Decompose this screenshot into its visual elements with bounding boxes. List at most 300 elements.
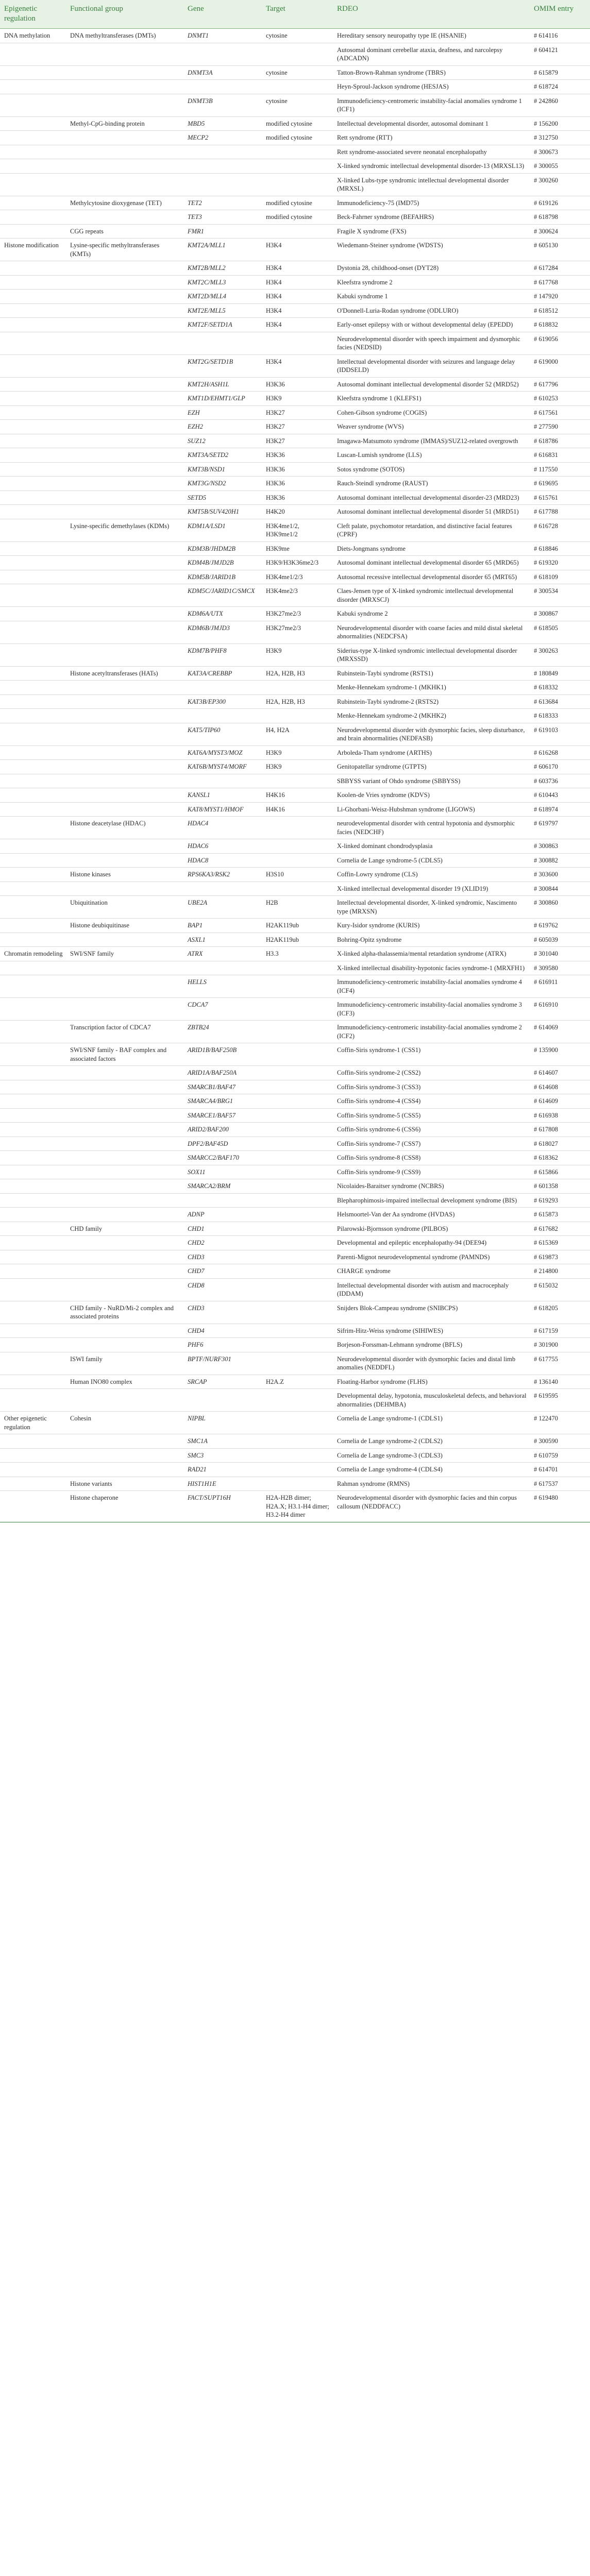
- cell-rdeo: Imagawa-Matsumoto syndrome (IMMAS)/SUZ12-related overgrowth: [333, 434, 530, 448]
- cell-rdeo: Dystonia 28, childhood-onset (DYT28): [333, 261, 530, 276]
- cell-target: H2B: [262, 896, 333, 919]
- table-row: [0, 490, 590, 505]
- cell-gene: KDM4B/JMJD2B: [183, 556, 262, 570]
- header-functional-group: Functional group: [66, 0, 183, 29]
- cell-gene: KMT2E/MLL5: [183, 303, 262, 318]
- cell-functional-group: [66, 1123, 183, 1137]
- cell-epigenetic-regulation: [0, 261, 66, 276]
- table-row: [0, 1236, 590, 1250]
- table-row: [0, 774, 590, 788]
- table-row: [0, 173, 590, 196]
- cell-epigenetic-regulation: [0, 65, 66, 80]
- header-gene: Gene: [183, 0, 262, 29]
- cell-gene: HDAC6: [183, 839, 262, 854]
- cell-rdeo: Cornelia de Lange syndrome-5 (CDLS5): [333, 853, 530, 868]
- cell-functional-group: [66, 1278, 183, 1301]
- cell-omim-entry: # 617537: [530, 1477, 590, 1491]
- cell-rdeo: Coffin-Siris syndrome-1 (CSS1): [333, 1043, 530, 1066]
- cell-gene: ARID1B/BAF250B: [183, 1043, 262, 1066]
- cell-target: H3K27: [262, 434, 333, 448]
- cell-target: [262, 839, 333, 854]
- cell-rdeo: Coffin-Siris syndrome-6 (CSS6): [333, 1123, 530, 1137]
- cell-rdeo: Immunodeficiency-centromeric instability-facial anomalies syndrome 4 (ICF4): [333, 975, 530, 998]
- cell-rdeo: Coffin-Siris syndrome-7 (CSS7): [333, 1137, 530, 1151]
- table-row: [0, 1324, 590, 1338]
- cell-gene: KAT6A/MYST3/MOZ: [183, 745, 262, 760]
- cell-functional-group: [66, 261, 183, 276]
- cell-rdeo: Intellectual developmental disorder, autosomal dominant 1: [333, 116, 530, 131]
- cell-functional-group: [66, 490, 183, 505]
- table-row: [0, 1094, 590, 1109]
- cell-gene: KMT2B/MLL2: [183, 261, 262, 276]
- table-row: [0, 933, 590, 947]
- table-row: [0, 817, 590, 839]
- cell-gene: [183, 145, 262, 159]
- cell-functional-group: Lysine-specific methyltransferases (KMTs): [66, 239, 183, 261]
- cell-functional-group: [66, 760, 183, 774]
- cell-rdeo: O'Donnell-Luria-Rodan syndrome (ODLURO): [333, 303, 530, 318]
- cell-functional-group: [66, 788, 183, 803]
- cell-functional-group: [66, 210, 183, 225]
- cell-functional-group: [66, 477, 183, 491]
- table-row: [0, 145, 590, 159]
- cell-functional-group: [66, 290, 183, 304]
- cell-epigenetic-regulation: [0, 961, 66, 975]
- cell-gene: EZH2: [183, 420, 262, 434]
- cell-rdeo: Bohring-Opitz syndrome: [333, 933, 530, 947]
- cell-epigenetic-regulation: [0, 1208, 66, 1222]
- cell-epigenetic-regulation: [0, 1123, 66, 1137]
- cell-target: [262, 1222, 333, 1236]
- cell-functional-group: [66, 1250, 183, 1264]
- cell-epigenetic-regulation: [0, 1352, 66, 1375]
- table-row: [0, 1043, 590, 1066]
- cell-gene: SUZ12: [183, 434, 262, 448]
- cell-functional-group: [66, 1324, 183, 1338]
- cell-omim-entry: # 613684: [530, 694, 590, 709]
- cell-epigenetic-regulation: [0, 745, 66, 760]
- cell-gene: SMARCC2/BAF170: [183, 1151, 262, 1165]
- cell-epigenetic-regulation: [0, 694, 66, 709]
- cell-functional-group: [66, 621, 183, 643]
- cell-epigenetic-regulation: [0, 556, 66, 570]
- cell-omim-entry: # 300860: [530, 896, 590, 919]
- cell-omim-entry: # 180849: [530, 666, 590, 681]
- cell-functional-group: [66, 1066, 183, 1080]
- cell-epigenetic-regulation: [0, 145, 66, 159]
- cell-functional-group: CHD family - NuRD/Mi-2 complex and associated proteins: [66, 1301, 183, 1324]
- table-row: [0, 1151, 590, 1165]
- cell-rdeo: Fragile X syndrome (FXS): [333, 224, 530, 239]
- table-row: [0, 947, 590, 961]
- cell-epigenetic-regulation: [0, 377, 66, 392]
- table-row: [0, 519, 590, 541]
- table-row: [0, 29, 590, 43]
- cell-gene: RAD21: [183, 1463, 262, 1477]
- cell-functional-group: [66, 65, 183, 80]
- cell-omim-entry: # 619056: [530, 332, 590, 354]
- cell-functional-group: [66, 1151, 183, 1165]
- cell-rdeo: Diets-Jongmans syndrome: [333, 541, 530, 556]
- cell-gene: HIST1H1E: [183, 1477, 262, 1491]
- cell-gene: CHD2: [183, 1236, 262, 1250]
- cell-functional-group: [66, 303, 183, 318]
- table-row: [0, 694, 590, 709]
- cell-functional-group: [66, 933, 183, 947]
- table-row: [0, 882, 590, 896]
- cell-epigenetic-regulation: [0, 1389, 66, 1412]
- cell-target: H4K16: [262, 788, 333, 803]
- header-omim-entry: OMIM entry: [530, 0, 590, 29]
- cell-epigenetic-regulation: [0, 1338, 66, 1352]
- cell-rdeo: Snijders Blok-Campeau syndrome (SNIBCPS): [333, 1301, 530, 1324]
- table-row: [0, 681, 590, 695]
- table-row: [0, 1080, 590, 1094]
- cell-target: [262, 1151, 333, 1165]
- cell-rdeo: Rauch-Steindl syndrome (RAUST): [333, 477, 530, 491]
- table-row: [0, 709, 590, 723]
- cell-epigenetic-regulation: [0, 290, 66, 304]
- cell-target: [262, 1179, 333, 1194]
- cell-target: [262, 1338, 333, 1352]
- cell-functional-group: [66, 43, 183, 65]
- cell-target: H3K36: [262, 462, 333, 477]
- cell-target: [262, 1250, 333, 1264]
- cell-omim-entry: # 619480: [530, 1491, 590, 1522]
- cell-epigenetic-regulation: [0, 1193, 66, 1208]
- cell-gene: [183, 332, 262, 354]
- cell-epigenetic-regulation: [0, 448, 66, 463]
- cell-gene: CHD4: [183, 1324, 262, 1338]
- cell-rdeo: Sotos syndrome (SOTOS): [333, 462, 530, 477]
- cell-epigenetic-regulation: [0, 1151, 66, 1165]
- table-row: [0, 919, 590, 933]
- cell-functional-group: [66, 570, 183, 584]
- cell-omim-entry: # 614116: [530, 29, 590, 43]
- cell-epigenetic-regulation: [0, 1477, 66, 1491]
- cell-gene: SETD5: [183, 490, 262, 505]
- cell-target: [262, 1208, 333, 1222]
- table-row: [0, 505, 590, 519]
- table-row: [0, 239, 590, 261]
- table-row: [0, 448, 590, 463]
- cell-gene: TET3: [183, 210, 262, 225]
- cell-functional-group: Methyl-CpG-binding protein: [66, 116, 183, 131]
- cell-gene: KDM1A/LSD1: [183, 519, 262, 541]
- cell-gene: KAT5/TIP60: [183, 723, 262, 745]
- cell-omim-entry: # 617755: [530, 1352, 590, 1375]
- cell-omim-entry: # 616910: [530, 998, 590, 1021]
- cell-epigenetic-regulation: [0, 760, 66, 774]
- cell-functional-group: [66, 709, 183, 723]
- cell-epigenetic-regulation: [0, 1021, 66, 1043]
- table-row: [0, 853, 590, 868]
- cell-omim-entry: # 618846: [530, 541, 590, 556]
- cell-gene: HDAC4: [183, 817, 262, 839]
- table-row: [0, 405, 590, 420]
- cell-target: [262, 1123, 333, 1137]
- cell-epigenetic-regulation: [0, 332, 66, 354]
- cell-gene: [183, 774, 262, 788]
- table-row: [0, 196, 590, 210]
- cell-gene: SMC1A: [183, 1434, 262, 1449]
- cell-epigenetic-regulation: [0, 80, 66, 94]
- table-row: [0, 1066, 590, 1080]
- cell-rdeo: Autosomal dominant intellectual developmental disorder 51 (MRD51): [333, 505, 530, 519]
- table-row: [0, 1491, 590, 1522]
- cell-omim-entry: # 619762: [530, 919, 590, 933]
- table-row: [0, 290, 590, 304]
- table-row: [0, 80, 590, 94]
- cell-functional-group: [66, 1108, 183, 1123]
- table-row: [0, 1264, 590, 1279]
- table-row: [0, 556, 590, 570]
- cell-target: [262, 1389, 333, 1412]
- cell-target: [262, 43, 333, 65]
- cell-epigenetic-regulation: [0, 1448, 66, 1463]
- cell-target: [262, 159, 333, 174]
- cell-omim-entry: # 618505: [530, 621, 590, 643]
- cell-gene: HDAC8: [183, 853, 262, 868]
- cell-gene: FMR1: [183, 224, 262, 239]
- cell-epigenetic-regulation: [0, 318, 66, 332]
- cell-gene: SMARCA2/BRM: [183, 1179, 262, 1194]
- table-row: [0, 1338, 590, 1352]
- cell-target: H3K4me1/2/3: [262, 570, 333, 584]
- cell-epigenetic-regulation: [0, 303, 66, 318]
- cell-functional-group: [66, 1137, 183, 1151]
- cell-epigenetic-regulation: [0, 224, 66, 239]
- cell-rdeo: Koolen-de Vries syndrome (KDVS): [333, 788, 530, 803]
- cell-rdeo: Sifrim-Hitz-Weiss syndrome (SIHIWES): [333, 1324, 530, 1338]
- cell-rdeo: Immunodeficiency-75 (IMD75): [333, 196, 530, 210]
- cell-rdeo: Parenti-Mignot neurodevelopmental syndrome (PAMNDS): [333, 1250, 530, 1264]
- cell-omim-entry: # 619103: [530, 723, 590, 745]
- cell-rdeo: Coffin-Siris syndrome-9 (CSS9): [333, 1165, 530, 1179]
- cell-functional-group: [66, 774, 183, 788]
- cell-gene: UBE2A: [183, 896, 262, 919]
- cell-epigenetic-regulation: [0, 1264, 66, 1279]
- cell-functional-group: [66, 318, 183, 332]
- cell-omim-entry: # 617682: [530, 1222, 590, 1236]
- cell-omim-entry: # 242860: [530, 94, 590, 116]
- cell-target: [262, 1352, 333, 1375]
- cell-target: H3K27: [262, 405, 333, 420]
- cell-functional-group: Histone kinases: [66, 868, 183, 882]
- cell-rdeo: Coffin-Siris syndrome-5 (CSS5): [333, 1108, 530, 1123]
- table-row: [0, 1108, 590, 1123]
- table-row: [0, 1137, 590, 1151]
- cell-functional-group: Cohesin: [66, 1412, 183, 1434]
- cell-omim-entry: # 616831: [530, 448, 590, 463]
- cell-target: [262, 1477, 333, 1491]
- cell-epigenetic-regulation: [0, 1250, 66, 1264]
- cell-omim-entry: # 610253: [530, 392, 590, 406]
- cell-target: [262, 1434, 333, 1449]
- table-row: [0, 1278, 590, 1301]
- cell-target: H3K9: [262, 392, 333, 406]
- cell-gene: PHF6: [183, 1338, 262, 1352]
- cell-gene: MECP2: [183, 131, 262, 145]
- cell-omim-entry: # 616911: [530, 975, 590, 998]
- cell-rdeo: Kury-Isidor syndrome (KURIS): [333, 919, 530, 933]
- cell-omim-entry: # 619873: [530, 1250, 590, 1264]
- table-row: [0, 839, 590, 854]
- cell-gene: KMT3A/SETD2: [183, 448, 262, 463]
- cell-functional-group: [66, 1094, 183, 1109]
- table-row: [0, 723, 590, 745]
- cell-target: H2A, H2B, H3: [262, 694, 333, 709]
- cell-rdeo: Neurodevelopmental disorder with dysmorphic facies and distal limb anomalies (NEDDFL): [333, 1352, 530, 1375]
- cell-rdeo: Autosomal dominant cerebellar ataxia, deafness, and narcolepsy (ADCADN): [333, 43, 530, 65]
- cell-omim-entry: # 301900: [530, 1338, 590, 1352]
- table-row: [0, 1434, 590, 1449]
- cell-target: [262, 1165, 333, 1179]
- header-epigenetic-regulation: Epigenetic regulation: [0, 0, 66, 29]
- cell-functional-group: [66, 694, 183, 709]
- table-row: [0, 896, 590, 919]
- cell-functional-group: [66, 354, 183, 377]
- cell-gene: FACT/SUPT16H: [183, 1491, 262, 1522]
- cell-rdeo: Tatton-Brown-Rahman syndrome (TBRS): [333, 65, 530, 80]
- cell-omim-entry: # 618332: [530, 681, 590, 695]
- cell-epigenetic-regulation: [0, 354, 66, 377]
- cell-rdeo: Kabuki syndrome 2: [333, 607, 530, 621]
- cell-functional-group: [66, 975, 183, 998]
- cell-epigenetic-regulation: [0, 131, 66, 145]
- cell-functional-group: [66, 145, 183, 159]
- cell-rdeo: Genitopatellar syndrome (GTPTS): [333, 760, 530, 774]
- cell-omim-entry: # 618362: [530, 1151, 590, 1165]
- cell-omim-entry: # 615369: [530, 1236, 590, 1250]
- cell-rdeo: Cornelia de Lange syndrome-2 (CDLS2): [333, 1434, 530, 1449]
- cell-target: [262, 882, 333, 896]
- cell-target: H4K16: [262, 802, 333, 817]
- cell-target: [262, 1137, 333, 1151]
- cell-target: [262, 817, 333, 839]
- cell-omim-entry: # 619797: [530, 817, 590, 839]
- cell-omim-entry: # 300624: [530, 224, 590, 239]
- cell-omim-entry: # 618786: [530, 434, 590, 448]
- cell-functional-group: [66, 332, 183, 354]
- cell-rdeo: X-linked Lubs-type syndromic intellectual developmental disorder (MRXSL): [333, 173, 530, 196]
- cell-rdeo: Cornelia de Lange syndrome-1 (CDLS1): [333, 1412, 530, 1434]
- cell-rdeo: Coffin-Siris syndrome-3 (CSS3): [333, 1080, 530, 1094]
- cell-epigenetic-regulation: [0, 405, 66, 420]
- cell-target: H3K27: [262, 420, 333, 434]
- cell-omim-entry: # 618724: [530, 80, 590, 94]
- cell-gene: MBD5: [183, 116, 262, 131]
- cell-target: [262, 853, 333, 868]
- cell-functional-group: [66, 131, 183, 145]
- table-row: [0, 802, 590, 817]
- cell-epigenetic-regulation: [0, 723, 66, 745]
- cell-rdeo: Neurodevelopmental disorder with speech impairment and dysmorphic facies (NEDSID): [333, 332, 530, 354]
- cell-target: [262, 1463, 333, 1477]
- cell-gene: ATRX: [183, 947, 262, 961]
- cell-gene: [183, 173, 262, 196]
- cell-rdeo: Pilarowski-Bjornsson syndrome (PILBOS): [333, 1222, 530, 1236]
- cell-rdeo: Neurodevelopmental disorder with dysmorphic facies, sleep disturbance, and brain abnormalities (NEDFASB): [333, 723, 530, 745]
- cell-target: [262, 173, 333, 196]
- table-row: [0, 332, 590, 354]
- table-row: [0, 1477, 590, 1491]
- cell-rdeo: CHARGE syndrome: [333, 1264, 530, 1279]
- table-row: [0, 1250, 590, 1264]
- cell-target: [262, 1264, 333, 1279]
- cell-target: H3K4: [262, 239, 333, 261]
- cell-target: H3.3: [262, 947, 333, 961]
- cell-functional-group: Ubiquitination: [66, 896, 183, 919]
- cell-omim-entry: # 619320: [530, 556, 590, 570]
- cell-rdeo: Immunodeficiency-centromeric instability-facial anomalies syndrome 3 (ICF3): [333, 998, 530, 1021]
- cell-functional-group: [66, 1463, 183, 1477]
- cell-functional-group: [66, 1193, 183, 1208]
- cell-functional-group: CGG repeats: [66, 224, 183, 239]
- table-row: [0, 961, 590, 975]
- table-row: [0, 65, 590, 80]
- cell-target: [262, 1412, 333, 1434]
- cell-target: H3K27me2/3: [262, 621, 333, 643]
- cell-target: H3K4: [262, 318, 333, 332]
- cell-epigenetic-regulation: [0, 477, 66, 491]
- cell-epigenetic-regulation: [0, 882, 66, 896]
- cell-functional-group: [66, 1179, 183, 1194]
- cell-gene: KMT5B/SUV420H1: [183, 505, 262, 519]
- cell-epigenetic-regulation: [0, 607, 66, 621]
- cell-epigenetic-regulation: [0, 681, 66, 695]
- table-row: [0, 1021, 590, 1043]
- cell-target: [262, 145, 333, 159]
- cell-epigenetic-regulation: [0, 159, 66, 174]
- cell-omim-entry: # 300260: [530, 173, 590, 196]
- cell-functional-group: [66, 462, 183, 477]
- cell-omim-entry: # 618798: [530, 210, 590, 225]
- cell-omim-entry: # 617796: [530, 377, 590, 392]
- cell-gene: KDM6B/JMJD3: [183, 621, 262, 643]
- cell-functional-group: DNA methyltransferases (DMTs): [66, 29, 183, 43]
- cell-rdeo: Coffin-Siris syndrome-4 (CSS4): [333, 1094, 530, 1109]
- cell-omim-entry: # 605130: [530, 239, 590, 261]
- table-row: [0, 94, 590, 116]
- cell-functional-group: [66, 420, 183, 434]
- cell-epigenetic-regulation: [0, 1165, 66, 1179]
- cell-omim-entry: # 614069: [530, 1021, 590, 1043]
- cell-target: H3S10: [262, 868, 333, 882]
- cell-gene: SMC3: [183, 1448, 262, 1463]
- cell-target: H3K36: [262, 448, 333, 463]
- cell-gene: KMT2A/MLL1: [183, 239, 262, 261]
- cell-target: [262, 1080, 333, 1094]
- table-row: [0, 159, 590, 174]
- cell-omim-entry: # 312750: [530, 131, 590, 145]
- cell-rdeo: Wiedemann-Steiner syndrome (WDSTS): [333, 239, 530, 261]
- cell-gene: RPS6KA3/RSK2: [183, 868, 262, 882]
- cell-rdeo: Rubinstein-Taybi syndrome-2 (RSTS2): [333, 694, 530, 709]
- cell-functional-group: [66, 377, 183, 392]
- table-row: [0, 621, 590, 643]
- table-row: [0, 224, 590, 239]
- table-row: [0, 43, 590, 65]
- cell-epigenetic-regulation: [0, 94, 66, 116]
- cell-functional-group: [66, 1236, 183, 1250]
- cell-gene: DNMT3A: [183, 65, 262, 80]
- cell-omim-entry: # 300534: [530, 584, 590, 607]
- cell-target: H3K9: [262, 745, 333, 760]
- cell-omim-entry: # 618205: [530, 1301, 590, 1324]
- cell-rdeo: Autosomal recessive intellectual developmental disorder 65 (MRT65): [333, 570, 530, 584]
- cell-epigenetic-regulation: [0, 933, 66, 947]
